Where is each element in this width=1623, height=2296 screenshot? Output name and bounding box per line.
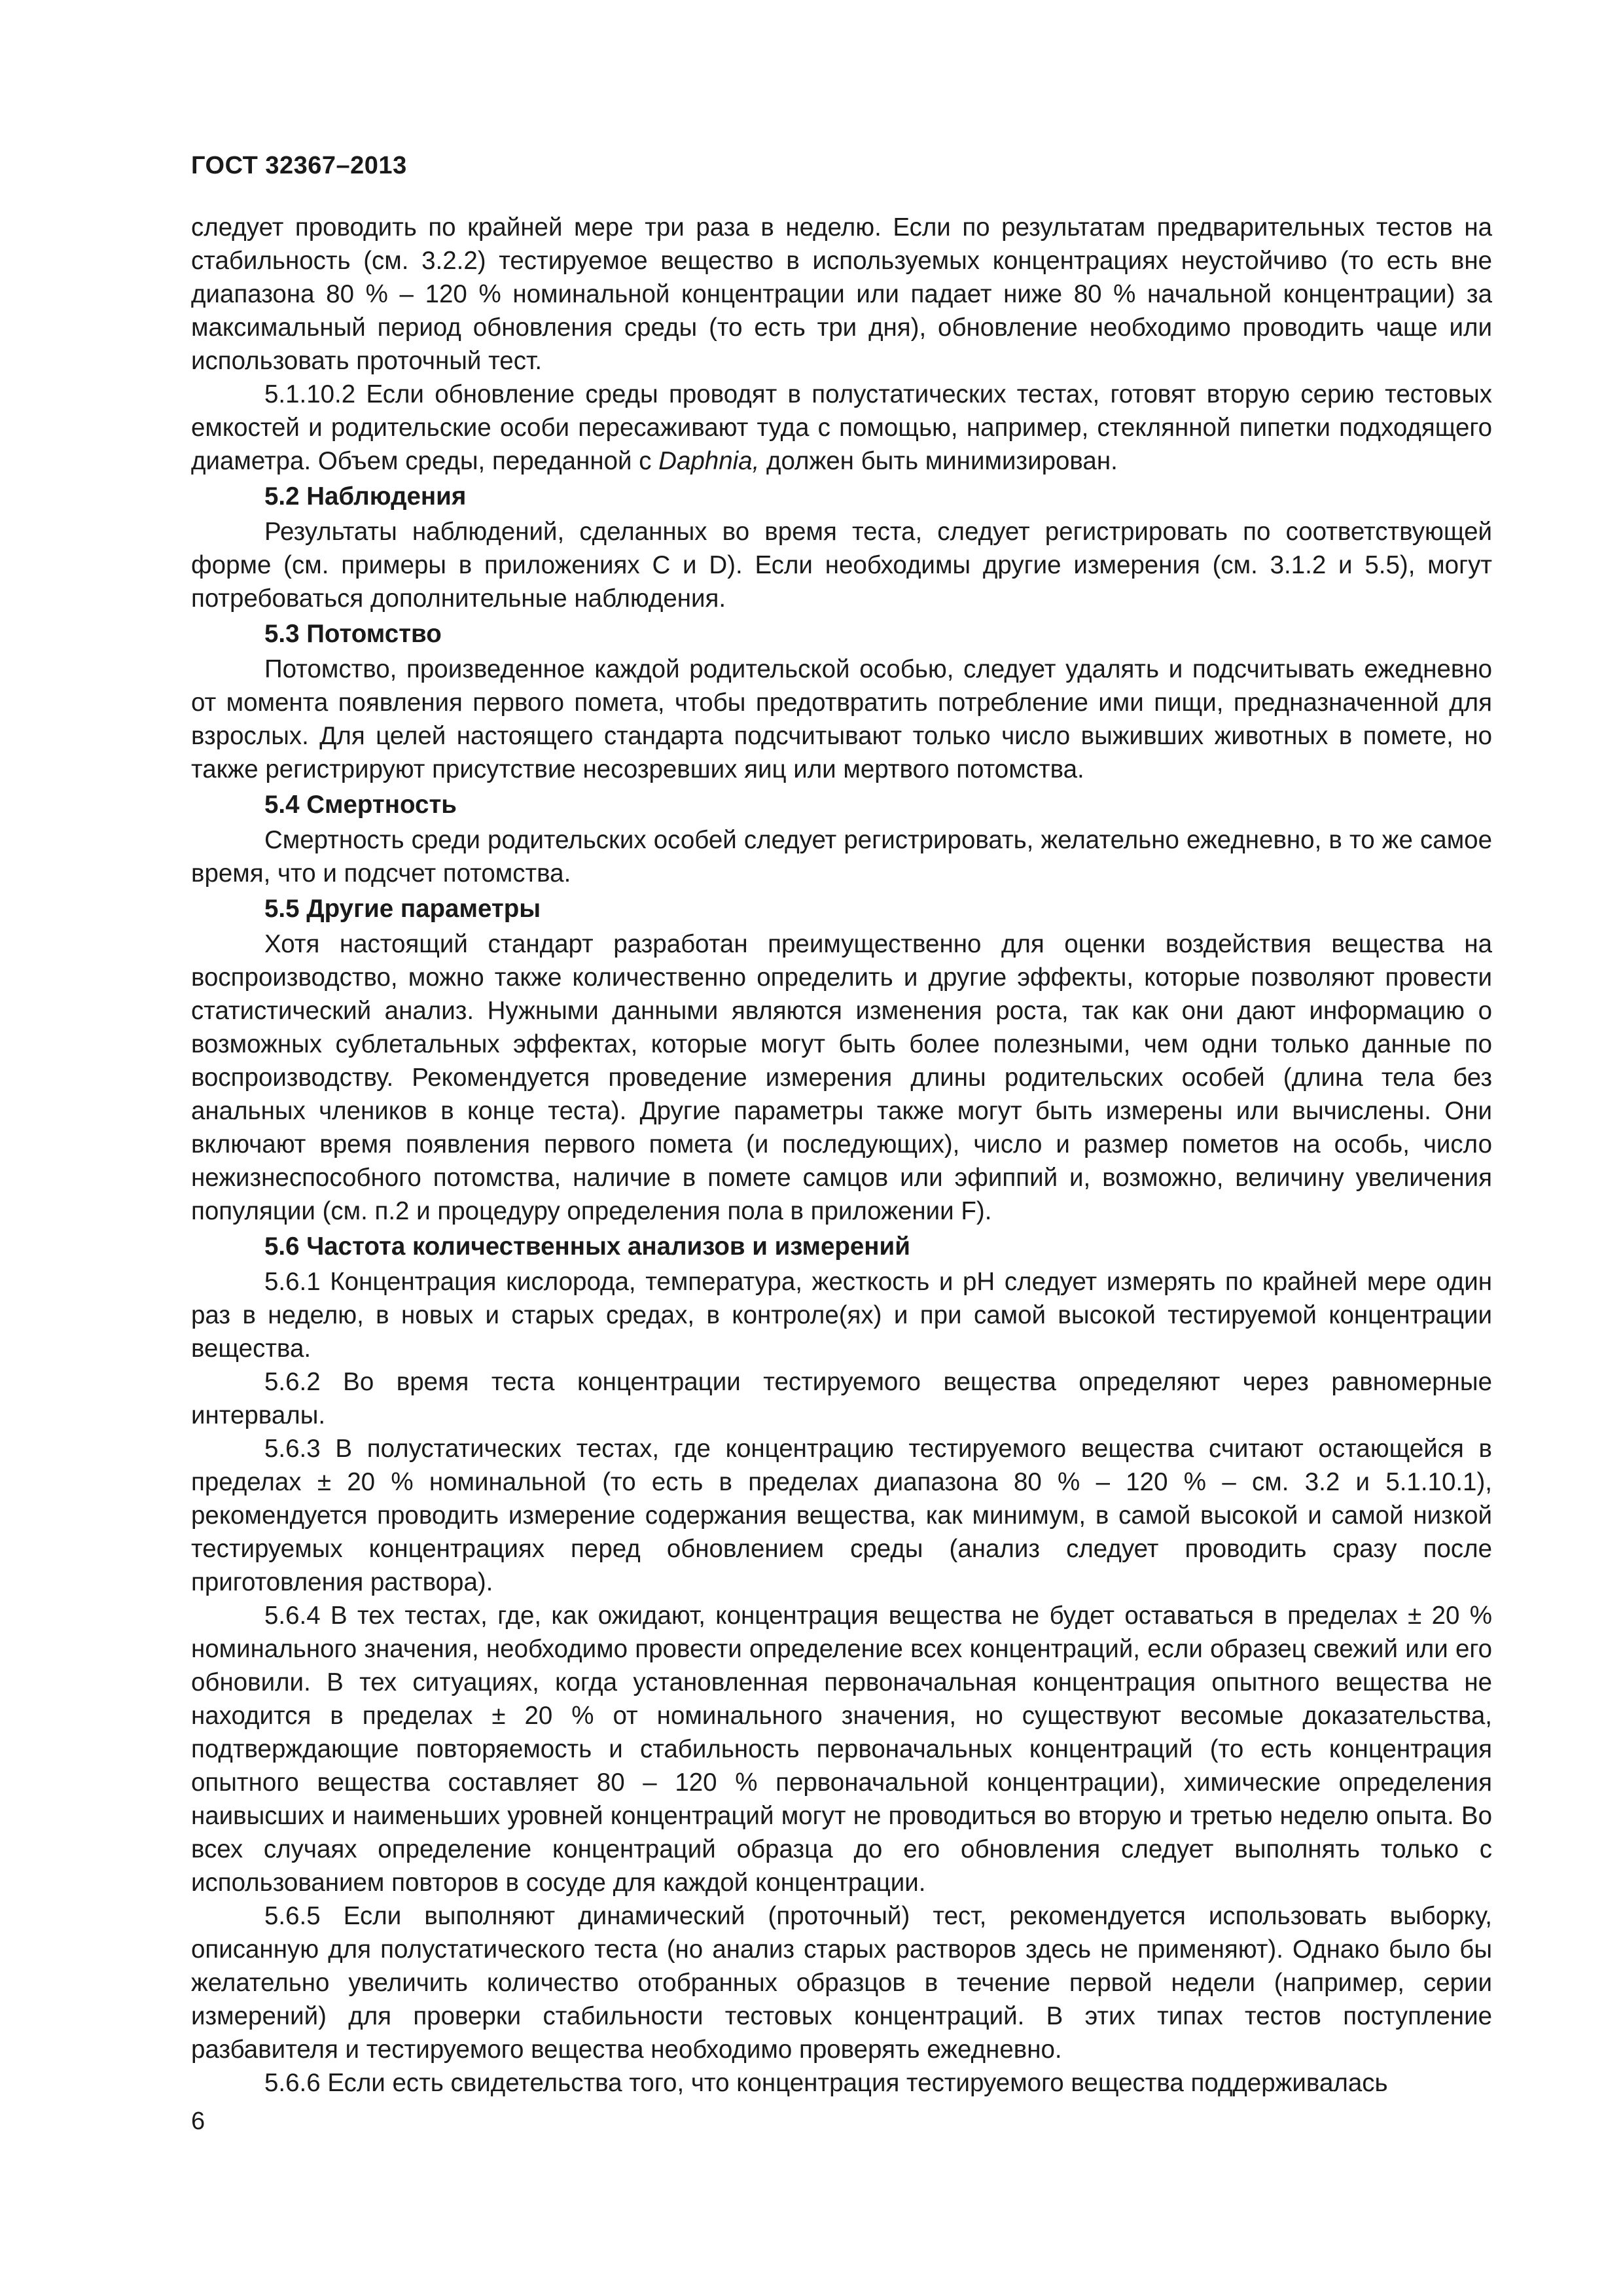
paragraph-continuation: следует проводить по крайней мере три раза в неделю. Если по результатам предварительных тестов на стабильность (см. 3.2.2) тестируемое вещество в используемых концентрациях неустойчиво (то есть вне диапазона 80 % – 120 % номинальной концентрации или падает ниже 80 % начальной концентрации) за максимальный период обновления среды (то есть три дня), обновление необходимо проводить чаще или использовать проточный тест.	[191, 213, 1492, 375]
section-heading-5-6: 5.6 Частота количественных анализов и измерений	[264, 1232, 910, 1261]
paragraph-5-3: Потомство, произведенное каждой родительской особью, следует удалять и подсчитывать ежедневно от момента появления первого помета, чтобы предотвратить потребление ими пищи, предназначенной для взрослых. Для целей настоящего стандарта подсчитывают только число выживших животных в помете, но также регистрируют присутствие несозревших яиц или мертвого потомства.	[191, 655, 1492, 783]
paragraph-text: должен быть минимизирован.	[759, 447, 1118, 475]
section-heading-5-3: 5.3 Потомство	[264, 620, 442, 648]
section-heading-5-4: 5.4 Смертность	[264, 791, 457, 819]
species-name: Daphnia,	[658, 447, 760, 475]
section-heading-5-5: 5.5 Другие параметры	[264, 895, 541, 923]
document-body	[191, 211, 1492, 2100]
page-number: 6	[191, 2108, 205, 2135]
paragraph-5-6-4: 5.6.4 В тех тестах, где, как ожидают, концентрация вещества не будет оставаться в пределах ± 20 % номинального значения, необходимо провести определение всех концентраций, если образец свежий или его обновили. В тех ситуациях, когда установленная первоначальная концентрация опытного вещества не находится в пределах ± 20 % от номинального значения, но существуют весомые доказательства, подтверждающие повторяемость и стабильность первоначальных концентраций (то есть концентрация опытного вещества составляет 80 – 120 % первоначальной концентрации), химические определения наивысших и наименьших уровней концентраций могут не проводиться во вторую и третью неделю опыта. Во всех случаях определение концентраций образца до его обновления следует выполнять только с использованием повторов в сосуде для каждой концентрации.	[191, 1602, 1492, 1897]
section-heading-5-2: 5.2 Наблюдения	[264, 482, 467, 511]
paragraph-5-5: Хотя настоящий стандарт разработан преимущественно для оценки воздействия вещества на воспроизводство, можно также количественно определить и другие эффекты, которые позволяют провести статистический анализ. Нужными данными являются изменения роста, так как они дают информацию о возможных сублетальных эффектах, которые могут быть более полезными, чем одни только данные по воспроизводству. Рекомендуется проведение измерения длины родительских особей (длина тела без анальных члеников в конце теста). Другие параметры также могут быть измерены или вычислены. Они включают время появления первого помета (и последующих), число и размер пометов на особь, число нежизнеспособного потомства, наличие в помете самцов или эфиппий и, возможно, величину увеличения популяции (см. п.2 и процедуру определения пола в приложении F).	[191, 930, 1492, 1225]
paragraph-5-2: Результаты наблюдений, сделанных во время теста, следует регистрировать по соответствующей форме (см. примеры в приложениях С и D). Если необходимы другие измерения (см. 3.1.2 и 5.5), могут потребоваться дополнительные наблюдения.	[191, 518, 1492, 613]
paragraph-5-6-6: 5.6.6 Если есть свидетельства того, что концентрация тестируемого вещества поддерживалась	[264, 2069, 1388, 2097]
paragraph-text: 5.1.10.2 Если обновление среды проводят в полустатических тестах, готовят вторую серию тестовых емкостей и родительские особи пересаживают туда с помощью, например, стеклянной пипетки подходящего диаметра. Объем среды, переданной с	[191, 380, 1492, 475]
paragraph-5-6-5: 5.6.5 Если выполняют динамический (проточный) тест, рекомендуется использовать выборку, описанную для полустатического теста (но анализ старых растворов здесь не применяют). Однако было бы желательно увеличить количество отобранных образцов в течение первой недели (например, серии измерений) для проверки стабильности тестовых концентраций. В этих типах тестов поступление разбавителя и тестируемого вещества необходимо проверять ежедневно.	[191, 1902, 1492, 2064]
paragraph-5-6-2: 5.6.2 Во время теста концентрации тестируемого вещества определяют через равномерные интервалы.	[191, 1368, 1492, 1429]
document-header: ГОСТ 32367–2013	[191, 152, 407, 179]
paragraph-5-6-1: 5.6.1 Концентрация кислорода, температура, жесткость и pH следует измерять по крайней мере один раз в неделю, в новых и старых средах, в контроле(ях) и при самой высокой тестируемой концентрации вещества.	[191, 1268, 1492, 1363]
paragraph-5-4: Смертность среди родительских особей следует регистрировать, желательно ежедневно, в то же самое время, что и подсчет потомства.	[191, 826, 1492, 888]
paragraph-5-1-10-2	[191, 378, 1492, 478]
paragraph-5-6-3: 5.6.3 В полустатических тестах, где концентрацию тестируемого вещества считают остающейся в пределах ± 20 % номинальной (то есть в пределах диапазона 80 % – 120 % – см. 3.2 и 5.1.10.1), рекомендуется проводить измерение содержания вещества, как минимум, в самой высокой и самой низкой тестируемых концентрациях перед обновлением среды (анализ следует проводить сразу после приготовления раствора).	[191, 1435, 1492, 1596]
